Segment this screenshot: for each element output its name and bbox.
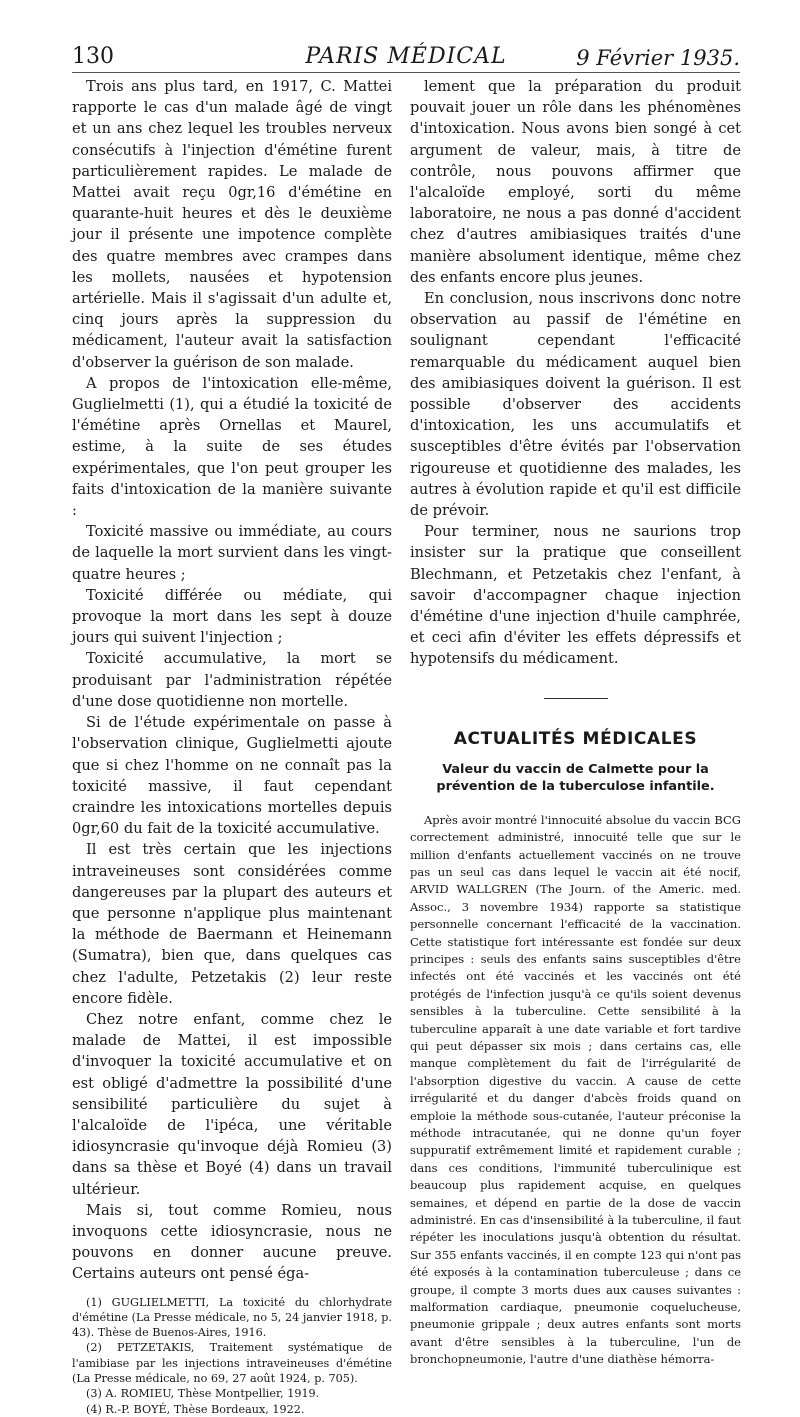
paragraph: Trois ans plus tard, en 1917, C. Mattei rapporte le cas d'un malade âgé de vingt et un ans chez lequel les troubles nerveux consécutifs à l'injection d'émétine furent particulièrement rapides. Le malade de Mattei avait reçu 0gr,16 d'émétine en quarante-huit heures et dès le deuxième jour il présente une impotence complète des quatre membres avec crampes dans les mollets, nausées et hypotension artérielle. Mais il s'agissait d'un adulte et, cinq jours après la suppression du médicament, l'auteur avait la satisfaction d'observer la guérison de son malade. <box>72 78 392 371</box>
paragraph: Toxicité accumulative, la mort se produisant par l'administration répétée d'une dose quotidienne non mortelle. <box>72 650 392 710</box>
issue-date: 9 Février 1935. <box>576 46 740 70</box>
paragraph: lement que la préparation du produit pouvait jouer un rôle dans les phénomènes d'intoxication. Nous avons bien songé à cet argument de valeur, mais, à titre de contrôle, nous pouvons affirmer que l'alcaloïde employé, sorti du même laboratoire, ne nous a pas donné d'accident chez d'autres amibiasiques traités d'une manière absolument identique, même chez des enfants encore plus jeunes. <box>410 78 741 286</box>
paragraph: Mais si, tout comme Romieu, nous invoquons cette idiosyncrasie, nous ne pouvons en donner aucune preuve. Certains auteurs ont pensé éga- <box>72 1201 392 1283</box>
article-title: Valeur du vaccin de Calmette pour la prévention de la tuberculose infantile. <box>436 761 715 794</box>
paragraph: Si de l'étude expérimentale on passe à l'observation clinique, Guglielmetti ajoute que si chez l'homme on ne connaît pas la toxicité massive, il faut cependant craindre les intoxications mortelles depuis 0gr,60 du fait de la toxicité accumulative. <box>72 714 392 838</box>
running-title: PARIS MÉDICAL <box>305 44 507 69</box>
paragraph: A propos de l'intoxication elle-même, Guglielmetti (1), qui a étudié la toxicité de l'émétine après Ornellas et Maurel, estime, à la suite de ses études expérimentales, que l'on peut grouper les faits d'intoxication de la manière suivante : <box>72 374 392 520</box>
paragraph: Toxicité massive ou immédiate, au cours de laquelle la mort survient dans les vingt-quatre heures ; <box>72 523 392 583</box>
footnotes <box>72 1295 392 1417</box>
footnote: (4) R.-P. BOYÉ, Thèse Bordeaux, 1922. <box>86 1402 305 1416</box>
right-column <box>410 76 741 1369</box>
paragraph: Chez notre enfant, comme chez le malade de Mattei, il est impossible d'invoquer la toxicité accumulative et on est obligé d'admettre la possibilité d'une sensibilité particulière du sujet à l'alcaloïde de l'ipéca, une véritable idiosyncrasie qu'invoque déjà Romieu (3) dans sa thèse et Boyé (4) dans un travail ultérieur. <box>72 1010 392 1198</box>
header-rule <box>72 72 740 73</box>
paragraph: Pour terminer, nous ne saurions trop insister sur la pratique que conseillent Blechmann, et Petzetakis chez l'enfant, à savoir d'accompagner chaque injection d'émétine d'une injection d'huile camphrée, et ceci afin d'éviter les effets dépressifs et hypotensifs du médicament. <box>410 523 741 668</box>
page-header <box>72 44 740 74</box>
paragraph: Il est très certain que les injections intraveineuses sont considérées comme dangereuses par la plupart des auteurs et que personne n'applique plus maintenant la méthode de Baermann et Heinemann (Sumatra), bien que, dans quelques cas chez l'adulte, Petzetakis (2) leur reste encore fidèle. <box>72 841 392 1007</box>
footnote: (3) A. ROMIEU, Thèse Montpellier, 1919. <box>86 1387 320 1401</box>
left-column <box>72 76 392 1417</box>
page-number: 130 <box>72 44 114 69</box>
paragraph: Toxicité différée ou médiate, qui provoque la mort dans les sept à douze jours qui suivent l'injection ; <box>72 586 392 647</box>
footnote: (1) GUGLIELMETTI, La toxicité du chlorhydrate d'émétine (La Presse médicale, no 5, 24 janvier 1918, p. 43). Thèse de Buenos-Aires, 1916. <box>72 1295 392 1340</box>
article-text: Après avoir montré l'innocuité absolue du vaccin BCG correctement administré, innocuité telle que sur le million d'enfants actuellement vaccinés on ne trouve pas un seul cas dans lequel le vaccin ait été nocif, ARVID WALLGREN (The Journ. of the Americ. med. Assoc., 3 novembre 1934) rapporte sa statistique personnelle concernant l'efficacité de la vaccination. Cette statistique fort intéressante est fondée sur deux principes : seuls des enfants sains susceptibles d'être infectés ont été vaccinés et les vaccinés ont été protégés de l'infection jusqu'à ce qu'ils soient devenus sensibles à la tuberculine. Cette sensibilité à la tuberculine apparaît à une date variable et fort tardive qui peut dépasser six mois ; dans certains cas, elle manque complètement du fait de l'irrégularité de l'absorption digestive du vaccin. A cause de cette irrégularité et du danger d'abcès froids quand on emploie la méthode sous-cutanée, l'auteur préconise la méthode intracutanée, qui ne donne qu'un foyer suppuratif extrêmement limité et rapidement curable ; dans ces conditions, l'immunité tuberculinique est beaucoup plus rapidement acquise, en quelques semaines, et dépend en partie de la dose de vaccin administré. En cas d'insensibilité à la tuberculine, il faut répéter les inoculations jusqu'à obtention du résultat. Sur 355 enfants vaccinés, il en compte 123 qui n'ont pas été exposés à la contamination tuberculeuse ; dans ce groupe, il compte 3 morts dues aux causes suivantes : malformation cardiaque, pneumonie coquelucheuse, pneumonie grippale ; deux autres enfants sont morts avant d'être sensibles à la tuberculine, l'un de bronchopneumonie, l'autre d'une diathèse hémorra- <box>410 812 741 1367</box>
section-divider <box>544 698 608 699</box>
section-title: ACTUALITÉS MÉDICALES <box>453 728 698 749</box>
paragraph: En conclusion, nous inscrivons donc notre observation au passif de l'émétine en soulignant cependant l'efficacité remarquable du médicament auquel bien des amibiasiques doivent la guérison. Il est possible d'observer des accidents d'intoxication, les uns accumulatifs et susceptibles d'être évités par l'observation rigoureuse et quotidienne des malades, les autres à évolution rapide et qu'il est difficile de prévoir. <box>410 290 741 520</box>
footnote: (2) PETZETAKIS, Traitement systématique de l'amibiase par les injections intraveineuses d'émétine (La Presse médicale, no 69, 27 août 1924, p. 705). <box>72 1341 392 1386</box>
